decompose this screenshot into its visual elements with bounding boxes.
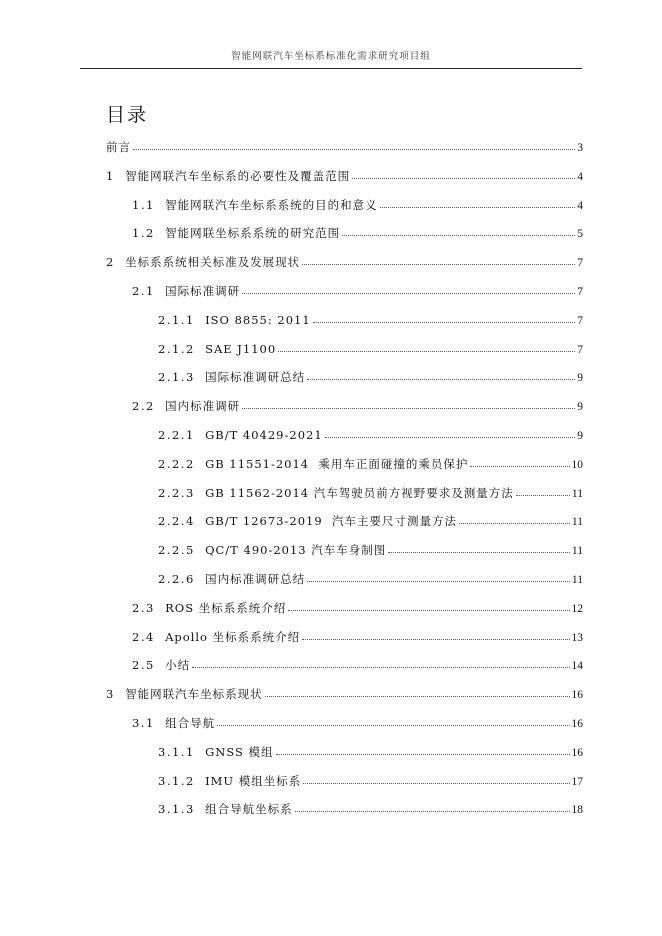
toc-entry-number: 3 <box>106 687 126 702</box>
toc-entry-page: 13 <box>571 631 583 644</box>
toc-leader-dots <box>325 427 576 438</box>
toc-title: 目录 <box>106 104 149 126</box>
toc-entry-page: 14 <box>571 660 583 673</box>
toc-entry[interactable] <box>132 600 583 616</box>
toc-entry-number: 3.1.2 <box>158 773 206 788</box>
toc-entry-page: 18 <box>571 804 583 817</box>
toc-entry-page: 16 <box>571 746 583 759</box>
toc-entry-title: 国际标准调研 <box>165 284 241 298</box>
toc-entry-page: 3 <box>577 142 583 154</box>
toc-entry-number: 2.2.6 <box>158 572 206 586</box>
toc-leader-dots <box>307 571 570 582</box>
toc-leader-dots <box>459 513 570 524</box>
toc-entry-title: IMU 模组坐标系 <box>205 773 302 788</box>
toc-entry-title: GB/T 12673-2019 汽车主要尺寸测量方法 <box>205 514 457 529</box>
toc-entry-title: ROS 坐标系系统介绍 <box>165 600 287 615</box>
toc-entry-number: 2.3 <box>132 600 166 615</box>
toc-entry-page: 7 <box>577 286 583 298</box>
toc-entry-page: 16 <box>571 718 583 730</box>
toc-entry-title: 前言 <box>106 140 131 154</box>
toc-entry-number: 2.1 <box>132 284 166 298</box>
toc-entry-number: 1 <box>106 168 126 183</box>
toc-entry[interactable] <box>158 773 583 789</box>
toc-entry-page: 7 <box>577 343 583 356</box>
page-header: 智能网联汽车坐标系标准化需求研究项目组 <box>231 51 431 62</box>
toc-entry[interactable] <box>158 369 583 385</box>
toc-entry-page: 4 <box>577 170 583 183</box>
toc-leader-dots <box>470 456 569 467</box>
toc-entry-title: GB 11551-2014 乘用车正面碰撞的乘员保护 <box>205 456 469 471</box>
toc-entry-title: 智能网联坐标系系统的研究范围 <box>165 226 341 241</box>
toc-entry[interactable] <box>106 168 583 184</box>
toc-entry-page: 11 <box>571 487 583 500</box>
toc-entry-number: 2.2.2 <box>158 456 206 471</box>
toc-entry-page: 11 <box>571 574 583 586</box>
toc-entry[interactable] <box>132 657 583 673</box>
toc-leader-dots <box>276 744 570 755</box>
toc-entry-page: 9 <box>577 430 583 442</box>
toc-entry[interactable] <box>106 254 583 270</box>
toc-entry-title: 小结 <box>165 658 191 673</box>
toc-leader-dots <box>342 225 575 236</box>
header-rule <box>80 68 582 69</box>
toc-entry[interactable] <box>132 197 583 213</box>
toc-entry-title: 坐标系系统相关标准及发展现状 <box>125 255 301 270</box>
toc-entry[interactable] <box>158 744 583 760</box>
toc-entry-page: 10 <box>571 458 583 471</box>
toc-entry[interactable] <box>158 341 583 357</box>
toc-entry-number: 2.2.3 <box>158 485 206 500</box>
toc-entry-title: GB/T 40429-2021 <box>205 428 323 442</box>
toc-leader-dots <box>288 600 569 611</box>
toc-leader-dots <box>352 168 575 179</box>
toc-entry-page: 5 <box>577 228 583 241</box>
toc-leader-dots <box>217 715 569 726</box>
toc-entry-page: 4 <box>577 199 583 212</box>
toc-entry[interactable] <box>158 571 583 587</box>
toc-entry-title: Apollo 坐标系系统介绍 <box>165 629 301 644</box>
toc-entry[interactable] <box>132 629 583 645</box>
toc-entry-number: 2.4 <box>132 629 166 644</box>
toc-entry[interactable] <box>158 485 583 501</box>
toc-entry[interactable] <box>158 456 583 472</box>
toc-entry-number: 2.2.4 <box>158 514 206 529</box>
toc-leader-dots <box>302 254 575 265</box>
toc-entry-title: SAE J1100 <box>205 341 277 356</box>
toc-entry[interactable] <box>132 398 583 414</box>
toc-entry-number: 3.1.1 <box>158 744 206 759</box>
toc-entry-title: 智能网联汽车坐标系现状 <box>125 687 263 702</box>
toc-leader-dots <box>295 801 570 812</box>
toc-entry[interactable] <box>158 801 583 817</box>
toc-entry-number: 2.5 <box>132 658 166 673</box>
toc-leader-dots <box>302 629 569 640</box>
toc-entry[interactable] <box>132 715 583 731</box>
toc-leader-dots <box>307 369 575 380</box>
toc-entry-title: QC/T 490-2013 汽车车身制图 <box>205 543 387 558</box>
toc-entry-number: 2.2.5 <box>158 543 206 558</box>
toc-entry[interactable] <box>158 427 583 443</box>
toc-entry-number: 2.2 <box>132 399 166 414</box>
toc-entry-number: 2.2.1 <box>158 428 206 442</box>
toc-entry-page: 7 <box>577 257 583 270</box>
toc-entry-page: 9 <box>577 401 583 414</box>
toc-entry-number: 3.1.3 <box>158 802 206 817</box>
toc-leader-dots <box>278 341 575 352</box>
toc-entry-number: 1.1 <box>132 197 166 212</box>
toc-entry-page: 9 <box>577 372 583 385</box>
toc-leader-dots <box>380 197 576 208</box>
toc-entry-title: 国内标准调研 <box>165 399 241 414</box>
toc-entry-number: 2.1.2 <box>158 341 206 356</box>
toc-entry-title: 组合导航 <box>165 716 216 730</box>
toc-leader-dots <box>265 686 570 697</box>
toc-entry-title: GB 11562-2014 汽车驾驶员前方视野要求及测量方法 <box>205 485 514 500</box>
toc-entry-page: 12 <box>571 602 583 615</box>
toc-entry[interactable] <box>132 283 583 299</box>
toc-leader-dots <box>516 485 570 496</box>
toc-entry-page: 16 <box>571 689 583 702</box>
toc-leader-dots <box>303 773 569 784</box>
toc-entry-title: 智能网联汽车坐标系的必要性及覆盖范围 <box>125 168 351 183</box>
toc-leader-dots <box>192 657 569 668</box>
toc-entry-title: 国内标准调研总结 <box>205 572 306 586</box>
toc-entry[interactable] <box>132 225 583 241</box>
toc-entry-page: 17 <box>571 775 583 788</box>
toc-entry-title: 组合导航坐标系 <box>205 802 293 817</box>
toc-entry-number: 2.1.1 <box>158 312 206 327</box>
toc-entry-number: 2 <box>106 255 126 270</box>
toc-leader-dots <box>313 312 576 323</box>
toc-entry-title: 智能网联汽车坐标系系统的目的和意义 <box>165 197 378 212</box>
toc-entry-number: 1.2 <box>132 226 166 241</box>
toc-leader-dots <box>133 139 575 150</box>
toc-entry-page: 11 <box>571 545 583 558</box>
toc-entry[interactable] <box>158 312 583 328</box>
toc-entry[interactable] <box>106 686 583 702</box>
toc-entry-title: ISO 8855: 2011 <box>205 312 311 327</box>
toc-leader-dots <box>242 398 575 409</box>
toc-entry-page: 7 <box>577 314 583 327</box>
toc-entry[interactable] <box>158 513 583 529</box>
toc-entry-title: GNSS 模组 <box>205 744 274 759</box>
toc-entry[interactable] <box>106 139 583 155</box>
toc-leader-dots <box>242 283 575 294</box>
toc-entry-page: 11 <box>571 516 583 529</box>
toc-entry[interactable] <box>158 542 583 558</box>
toc-leader-dots <box>388 542 570 553</box>
toc-entry-number: 3.1 <box>132 716 166 730</box>
toc-entry-title: 国际标准调研总结 <box>205 370 306 385</box>
toc-entry-number: 2.1.3 <box>158 370 206 385</box>
